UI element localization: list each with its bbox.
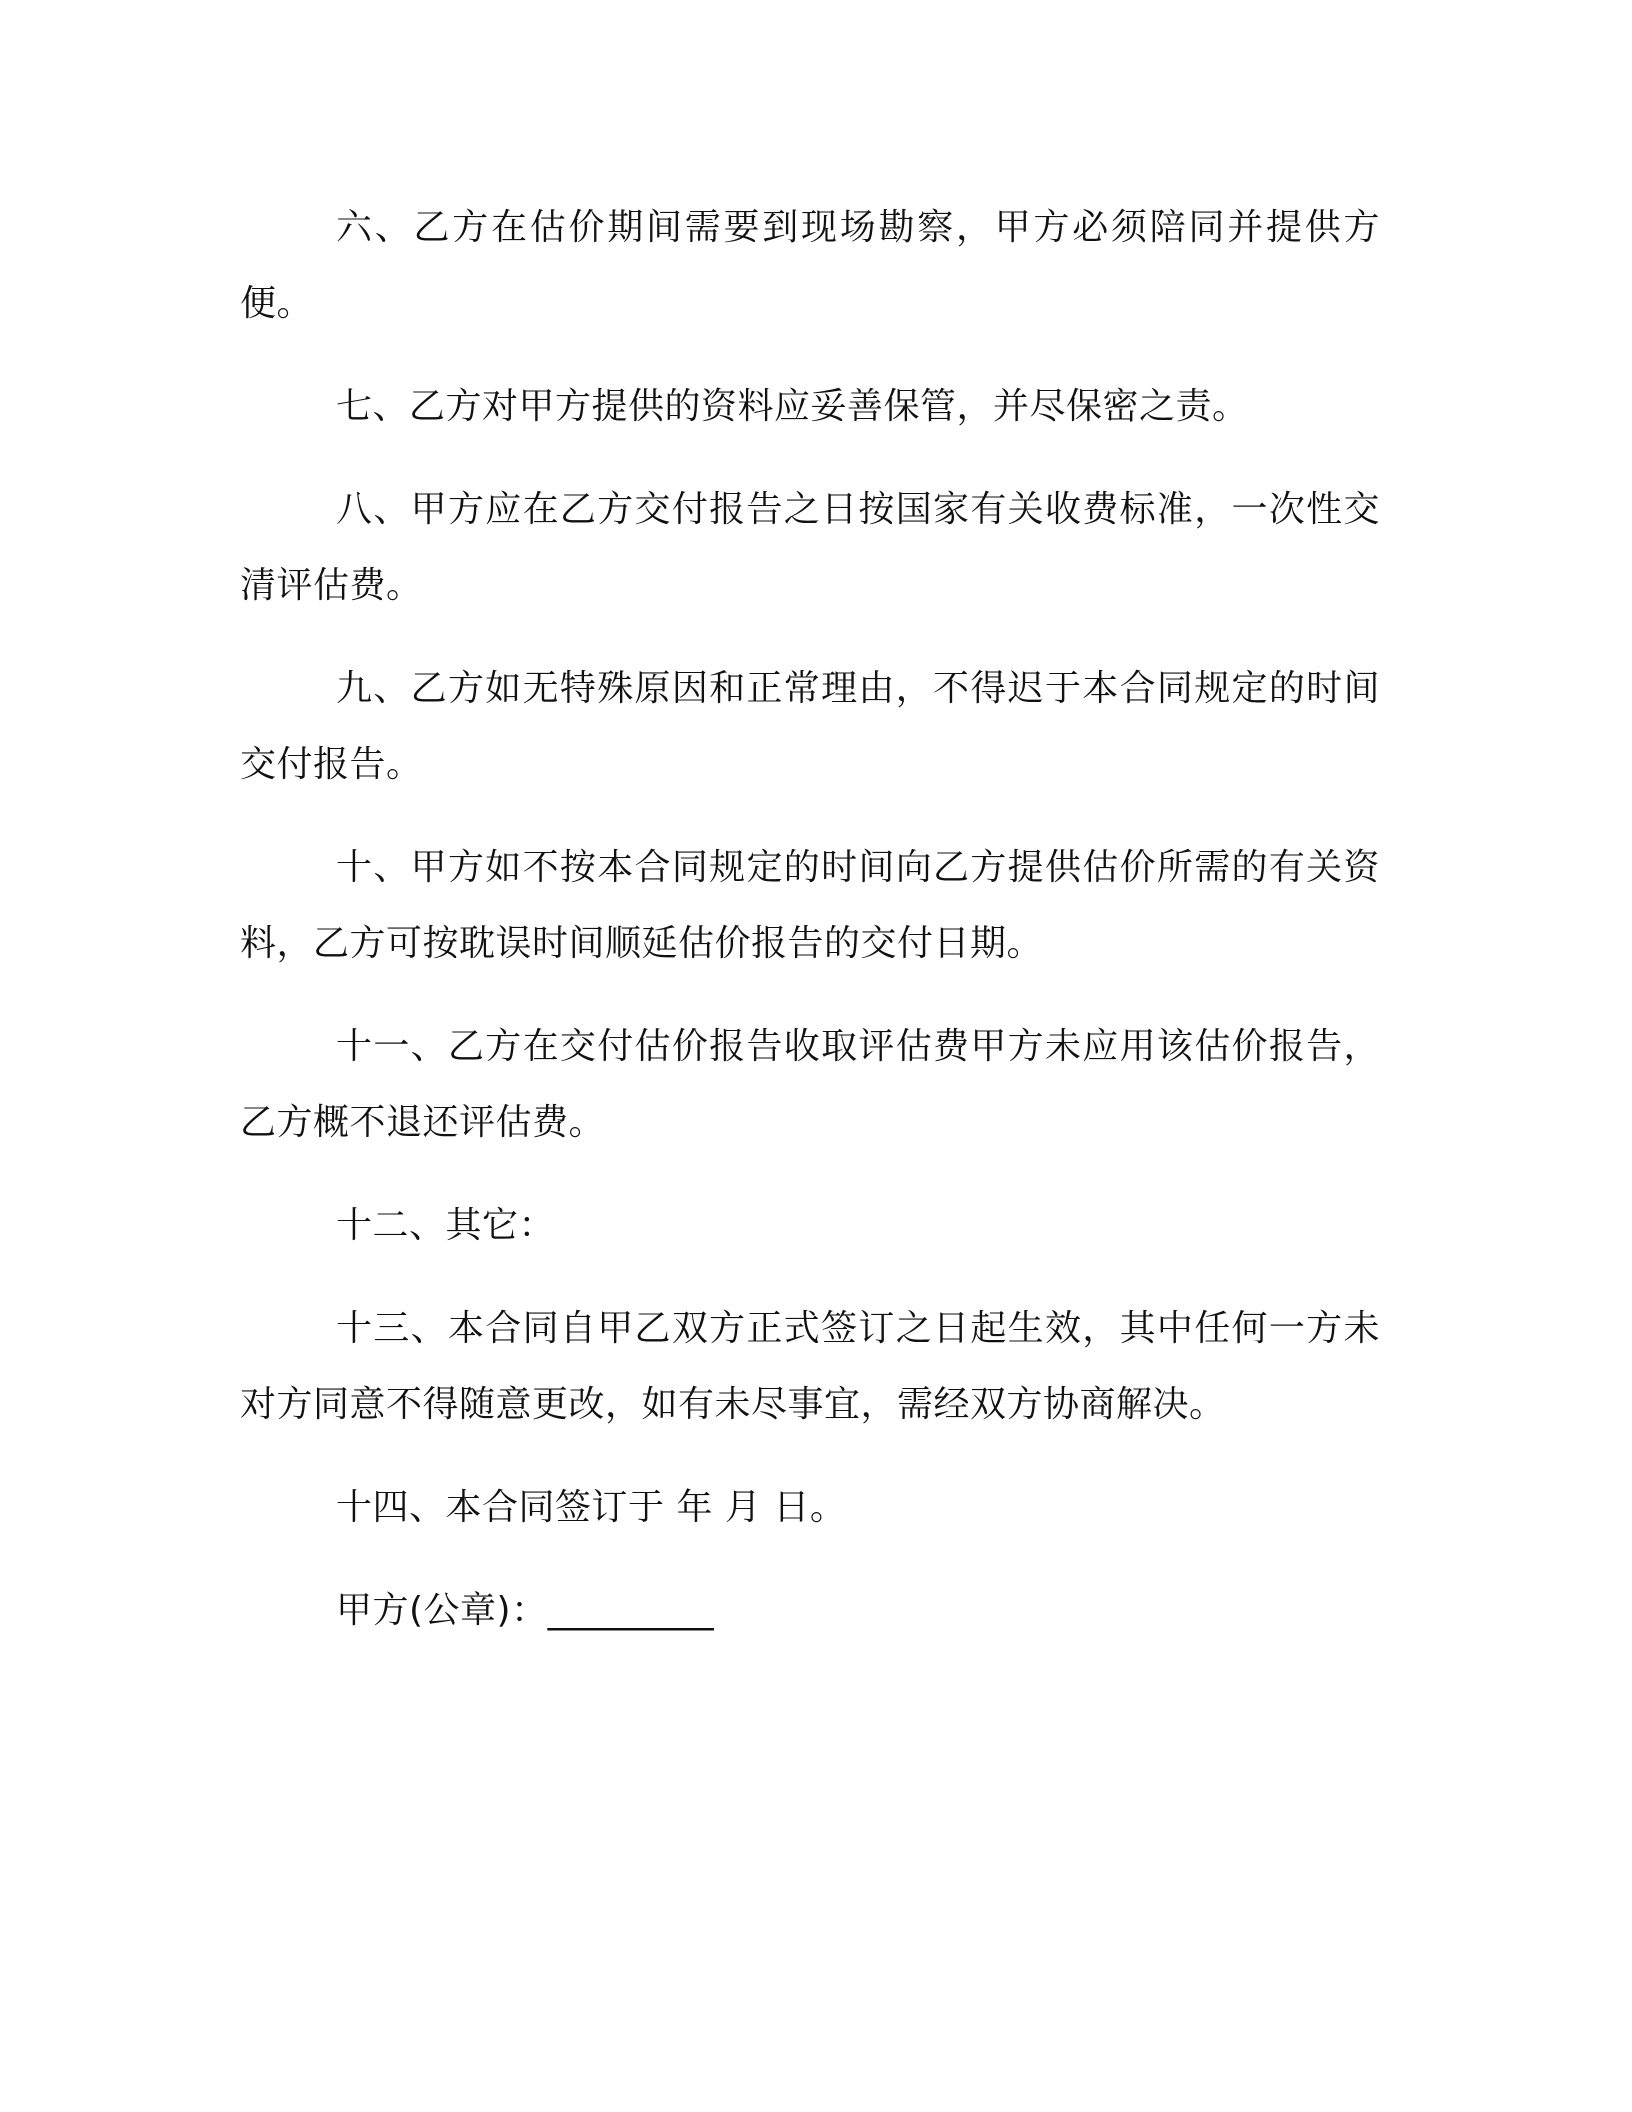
clause-14: 十四、本合同签订于 年 月 日。 (336, 1487, 847, 1528)
party-a-signature (240, 1573, 1380, 1649)
clause-10: 十、甲方如不按本合同规定的时间向乙方提供估价所需的有关资料，乙方可按耽误时间顺延估价报告的交付日期。 (240, 847, 1380, 964)
clause-8: 八、甲方应在乙方交付报告之日按国家有关收费标准，一次性交清评估费。 (240, 489, 1380, 606)
clause-9: 九、乙方如无特殊原因和正常理由，不得迟于本合同规定的时间交付报告。 (240, 668, 1380, 785)
clause-6: 六、乙方在估价期间需要到现场勘察，甲方必须陪同并提供方便。 (240, 207, 1380, 324)
contract-body (240, 190, 1380, 1649)
clause-13: 十三、本合同自甲乙双方正式签订之日起生效，其中任何一方未对方同意不得随意更改，如有未尽事宜，需经双方协商解决。 (240, 1308, 1380, 1425)
party-a-label: 甲方(公章)： (336, 1590, 548, 1631)
clause-7: 七、乙方对甲方提供的资料应妥善保管，并尽保密之责。 (336, 386, 1249, 427)
party-a-blank: _________ (547, 1590, 715, 1631)
clause-12: 十二、其它： (336, 1205, 556, 1246)
clause-11: 十一、乙方在交付估价报告收取评估费甲方未应用该估价报告，乙方概不退还评估费。 (240, 1026, 1380, 1143)
